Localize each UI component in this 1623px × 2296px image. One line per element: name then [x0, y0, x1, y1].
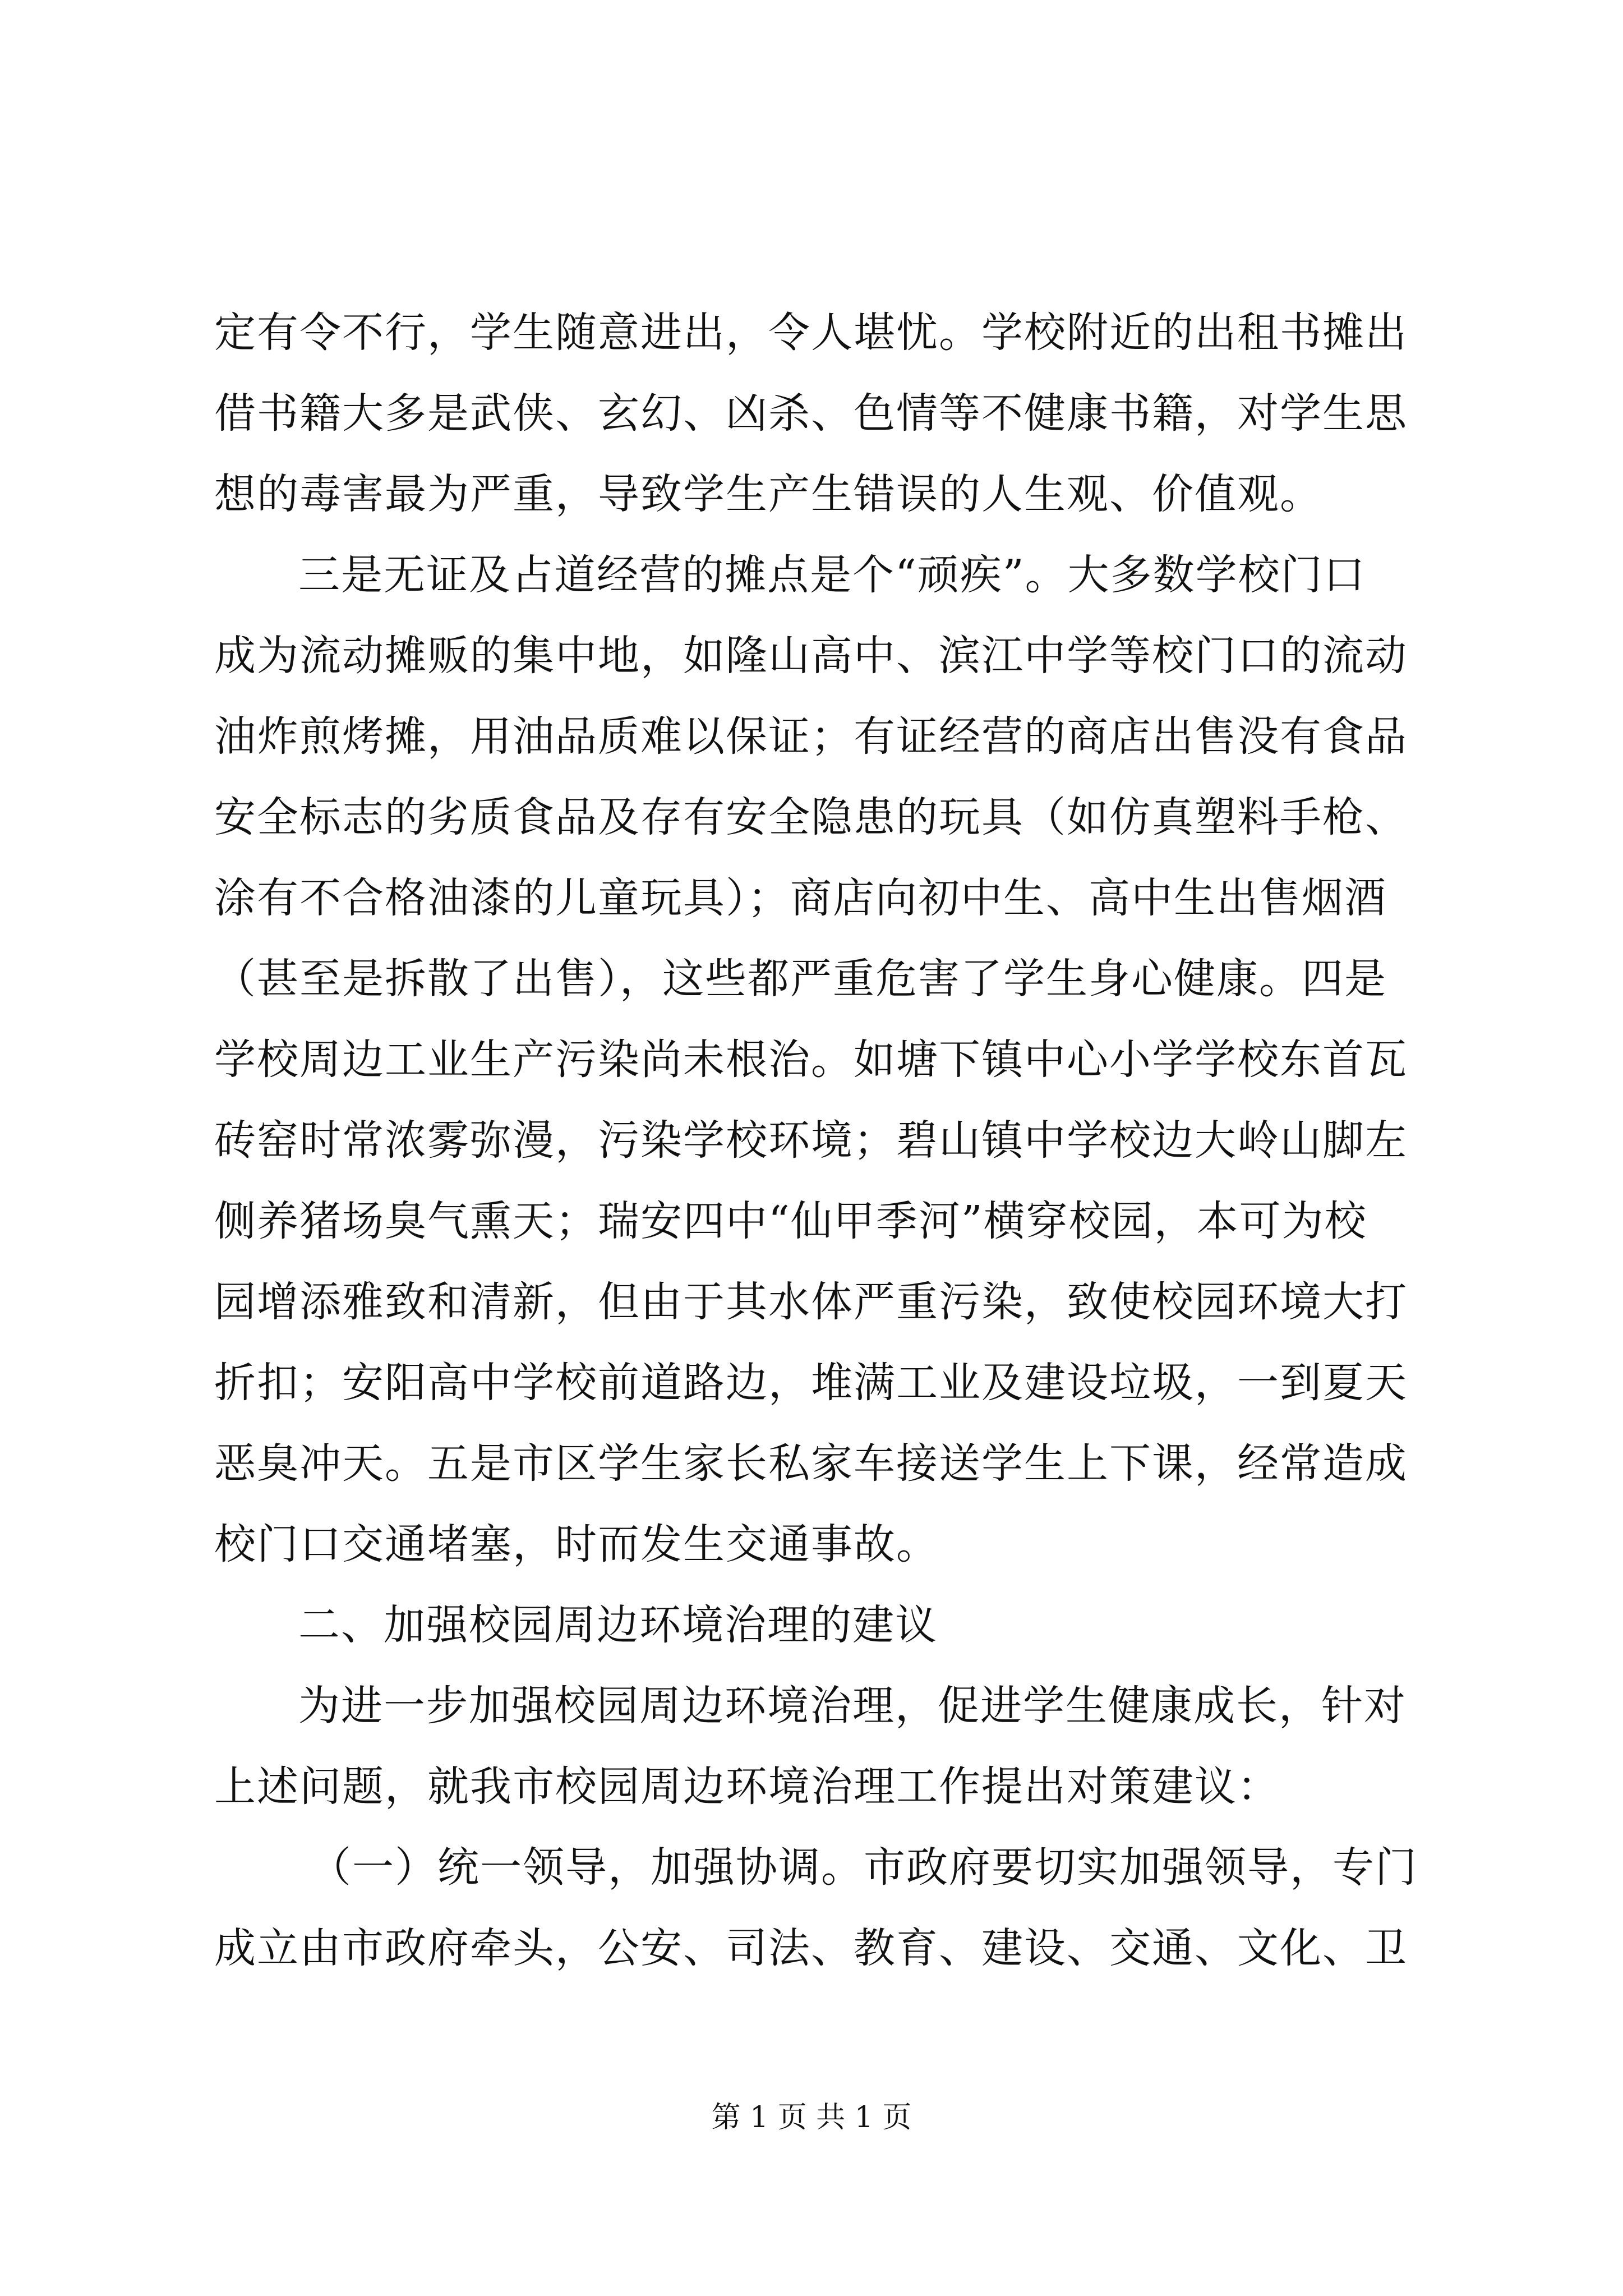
- text-line-20: （一）统一领导，加强协调。市政府要切实加强领导，专门: [310, 1843, 1418, 1892]
- text-line-1: 定有令不行，学生随意进出，令人堪忧。学校附近的出租书摊出: [214, 309, 1408, 357]
- section-heading: 二、加强校园周边环境治理的建议: [298, 1601, 938, 1649]
- document-body: [214, 292, 1426, 1989]
- text-line-3: 想的毒害最为严重，导致学生产生错误的人生观、价值观。: [214, 470, 1322, 518]
- text-line-7: 安全标志的劣质食品及存有安全隐患的玩具（如仿真塑料手枪、: [214, 793, 1408, 841]
- text-line-5: 成为流动摊贩的集中地，如隆山高中、滨江中学等校门口的流动: [214, 632, 1408, 680]
- text-line-13: 园增添雅致和清新，但由于其水体严重污染，致使校园环境大打: [214, 1278, 1408, 1326]
- text-line-10: 学校周边工业生产污染尚未根治。如塘下镇中心小学学校东首瓦: [214, 1036, 1408, 1084]
- text-line-6: 油炸煎烤摊，用油品质难以保证；有证经营的商店出售没有食品: [214, 712, 1408, 761]
- text-line-16: 校门口交通堵塞，时而发生交通事故。: [214, 1520, 939, 1568]
- text-line-14: 折扣；安阳高中学校前道路边，堆满工业及建设垃圾，一到夏天: [214, 1359, 1408, 1407]
- text-line-4: 三是无证及占道经营的摊点是个“顽疾”。大多数学校门口: [298, 551, 1366, 599]
- text-line-21: 成立由市政府牵头，公安、司法、教育、建设、交通、文化、卫: [214, 1924, 1408, 1972]
- text-line-15: 恶臭冲天。五是市区学生家长私家车接送学生上下课，经常造成: [214, 1439, 1408, 1488]
- text-line-9: （甚至是拆散了出售），这些都严重危害了学生身心健康。四是: [214, 955, 1387, 1003]
- text-line-12: 侧养猪场臭气熏天；瑞安四中“仙甲季河”横穿校园，本可为校: [214, 1197, 1367, 1245]
- text-line-11: 砖窑时常浓雾弥漫，污染学校环境；碧山镇中学校边大岭山脚左: [214, 1116, 1408, 1165]
- page-number-footer: 第 1 页 共 1 页: [711, 2101, 912, 2134]
- text-line-8: 涂有不合格油漆的儿童玩具）；商店向初中生、高中生出售烟酒: [214, 874, 1387, 922]
- text-line-19: 上述问题，就我市校园周边环境治理工作提出对策建议：: [214, 1763, 1280, 1811]
- text-line-18: 为进一步加强校园周边环境治理，促进学生健康成长，针对: [298, 1682, 1407, 1730]
- text-line-2: 借书籍大多是武侠、玄幻、凶杀、色情等不健康书籍，对学生思: [214, 389, 1408, 438]
